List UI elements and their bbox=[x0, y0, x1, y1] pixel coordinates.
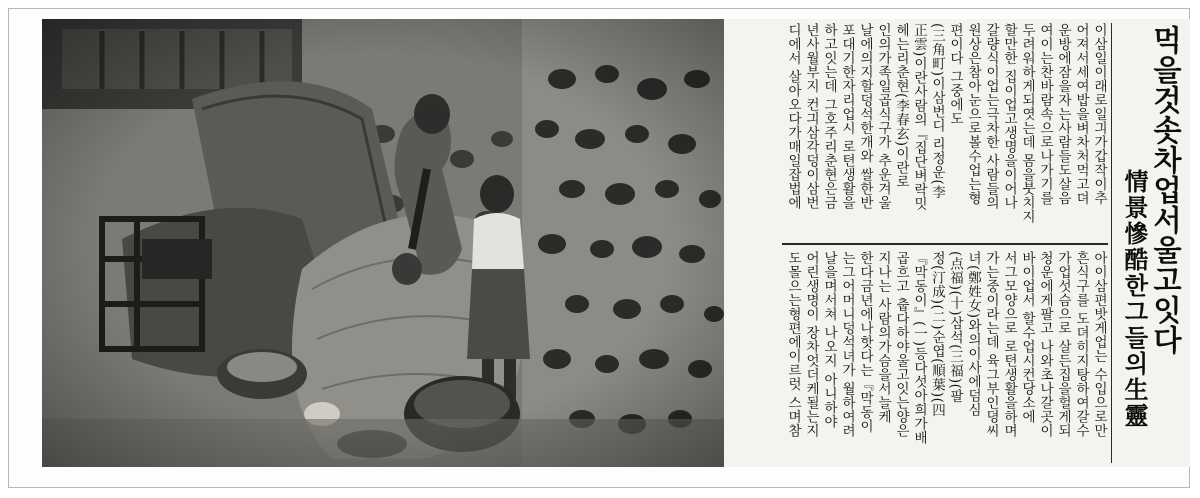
body-column-upper: 두려워하게되엿는데 몸을붓치지 bbox=[1019, 23, 1035, 224]
body-column-upper: 이삼일이래로일긔가갑작이추 bbox=[1091, 23, 1107, 205]
clipping-frame bbox=[8, 8, 1190, 488]
body-column-upper: 正雲)이란사람의『집단벼락밋 bbox=[911, 23, 927, 211]
body-column-upper: 인의가족일곱식구가 추운겨울 bbox=[875, 23, 891, 210]
body-column-upper: 년사월부지 컨긔삼각덩이삼번 bbox=[803, 23, 819, 210]
body-column-lower: 가는중이라는데 육그부인뎡씨 bbox=[983, 251, 999, 438]
body-column-lower: 정(汀成)(二)순엽(順葉)(四 bbox=[929, 251, 945, 418]
body-column-upper: 어져서세여밥을벼차처먹고뎌 bbox=[1073, 23, 1089, 205]
body-column-lower: 한다금년에나핫다는『막동이 bbox=[857, 251, 873, 433]
body-column-upper: 원상은참아눈으로볼수업는형 bbox=[965, 23, 981, 205]
body-column-upper: 날에의지할덩석한개와 쌀한반 bbox=[857, 23, 873, 210]
body-column-upper: 할만한 집이업고생명을이어나 bbox=[1001, 23, 1017, 210]
article-text-block bbox=[732, 19, 1188, 467]
body-column-upper: (三角町)이삼번디 리정운(李 bbox=[929, 23, 945, 200]
body-column-upper: 갈량식이업는극차한 사람들의 bbox=[983, 23, 999, 210]
headline-divider bbox=[1111, 23, 1112, 463]
headline-main: 먹을것솟차업서울고잇다 bbox=[1149, 25, 1183, 355]
body-column-lower: 『막동이』(一)등다섯아희가배 bbox=[911, 251, 927, 445]
body-column-lower: 어린생명이 장차엇더케될는지 bbox=[803, 251, 819, 438]
family-outdoors-photo bbox=[42, 19, 724, 467]
body-column-upper: 포대기한자리업시 로텬생활을 bbox=[839, 23, 855, 210]
newspaper-clipping bbox=[42, 19, 1190, 467]
body-column-upper: 헤는리춘현(李春玄)이란로 bbox=[893, 23, 909, 189]
body-column-upper: 하고잇는데 그호주리춘현은금 bbox=[821, 23, 837, 210]
body-column-lower: 바이업서 할수업시컨당소에 bbox=[1019, 251, 1035, 424]
body-column-lower: 날을며서쳐 나오지 아니하야 bbox=[821, 251, 837, 429]
body-column-lower: 가업섯슴으로 살든집을헐게되 bbox=[1055, 251, 1071, 438]
body-column-upper: 여이는찬바람속으로나가기를 bbox=[1037, 23, 1053, 205]
body-column-upper: 운방에잠을자는사람들도살음 bbox=[1055, 23, 1071, 205]
body-column-lower: 도몰으는형편에이르럿 스며참 bbox=[785, 251, 801, 438]
body-column-lower: (点福)(十)삼석(三福)(팔 bbox=[947, 251, 963, 404]
body-column-lower: 는그어머니덩석녀가 월하여려 bbox=[839, 251, 855, 438]
body-column-lower: 곱흐고 춥다하야울고잇는양은 bbox=[893, 251, 909, 438]
body-column-lower: 청운에게팔고 나와초나갈곳이 bbox=[1037, 251, 1053, 438]
body-column-upper: 편이다 그중에도 bbox=[947, 23, 963, 126]
article-photo bbox=[42, 19, 724, 467]
body-column-lower: 서그모양으로 로텬생활을하며 bbox=[1001, 251, 1017, 438]
body-column-lower: 녀(鄭姓女)와의이사에덤심 bbox=[965, 251, 981, 417]
body-column-lower: 흔식구를 도뎌히지탕하여갈수 bbox=[1073, 251, 1089, 438]
body-column-lower: 지나는 사람의가슴을서늘케 bbox=[875, 251, 891, 424]
headline-subtitle: 情景慘酷한그들의生靈 bbox=[1120, 169, 1148, 429]
body-column-lower: 아이삼편밧게업는 수입으로만 bbox=[1091, 251, 1107, 438]
body-column-upper: 디에서 살아오다가매일잡법에 bbox=[785, 23, 801, 210]
column-divider bbox=[782, 243, 1108, 245]
